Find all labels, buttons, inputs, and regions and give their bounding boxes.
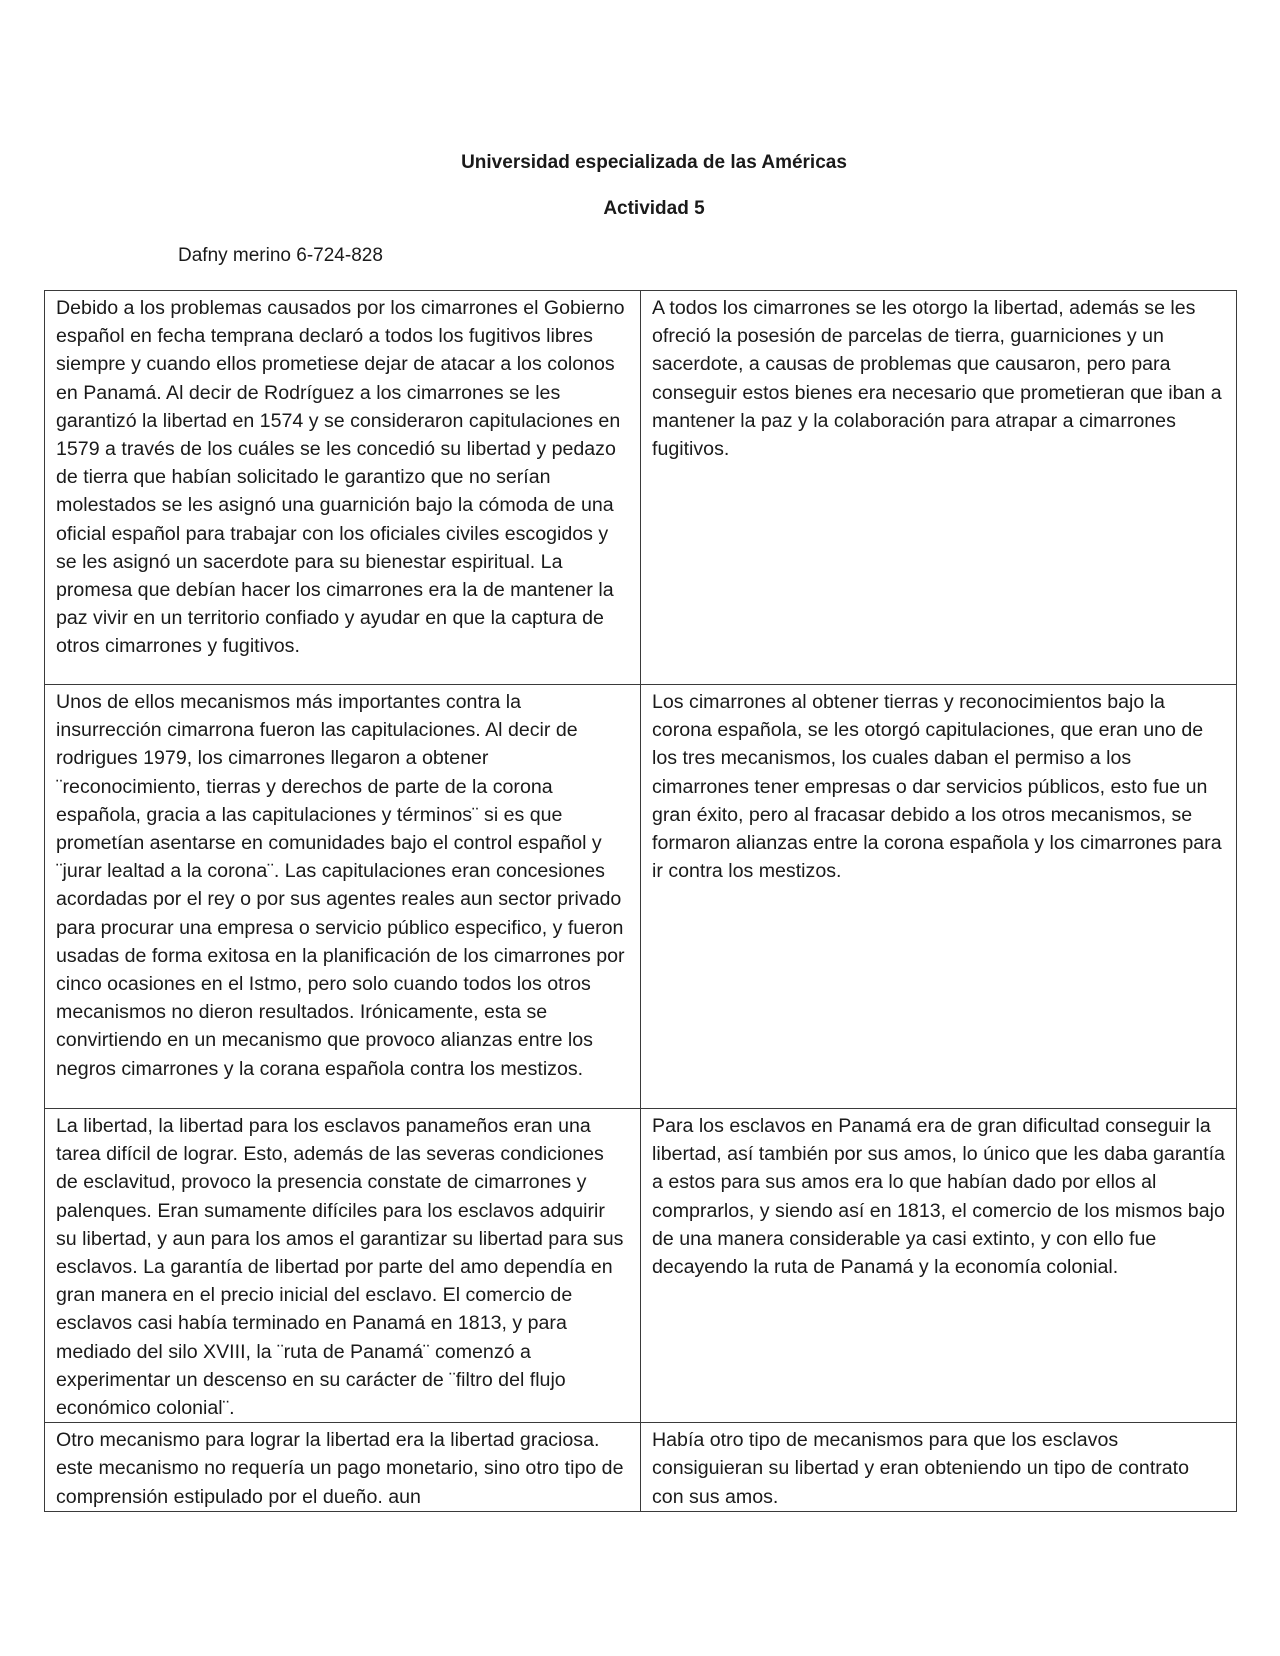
- comparison-table: [44, 290, 1237, 1512]
- table-row: [45, 1109, 1237, 1423]
- table-row: [45, 685, 1237, 1109]
- document-subtitle: Actividad 5: [603, 198, 705, 219]
- table-cell-left: Unos de ellos mecanismos más importantes contra la insurrección cimarrona fueron las capitulaciones. Al decir de rodrigues 1979, los cimarrones llegaron a obtener ¨reconocimiento, tierras y derechos de parte de la corona española, gracia a las capitulaciones y términos¨ si es que prometían asentarse en comunidades bajo el control español y ¨jurar lealtad a la corona¨. Las capitulaciones eran concesiones acordadas por el rey o por sus agentes reales aun sector privado para procurar una empresa o servicio público especifico, y fueron usadas de forma exitosa en la planificación de los cimarrones por cinco ocasiones en el Istmo, pero solo cuando todos los otros mecanismos no dieron resultados. Irónicamente, esta se convirtiendo en un mecanismo que provoco alianzas entre los negros cimarrones y la corana española contra los mestizos.: [45, 685, 641, 1109]
- table-row: [45, 1423, 1237, 1512]
- table-cell-left: La libertad, la libertad para los esclavos panameños eran una tarea difícil de lograr. Esto, además de las severas condiciones de esclavitud, provoco la presencia constate de cimarrones y palenques. Eran sumamente difíciles para los esclavos adquirir su libertad, y aun para los amos el garantizar su libertad para sus esclavos. La garantía de libertad por parte del amo dependía en gran manera en el precio inicial del esclavo. El comercio de esclavos casi había terminado en Panamá en 1813, y para mediado del silo XVIII, la ¨ruta de Panamá¨ comenzó a experimentar un descenso en su carácter de ¨filtro del flujo económico colonial¨.: [45, 1109, 641, 1423]
- table-cell-right: Había otro tipo de mecanismos para que los esclavos consiguieran su libertad y eran obteniendo un tipo de contrato con sus amos.: [641, 1423, 1237, 1512]
- table-cell-right: A todos los cimarrones se les otorgo la libertad, además se les ofreció la posesión de parcelas de tierra, guarniciones y un sacerdote, a causas de problemas que causaron, pero para conseguir estos bienes era necesario que prometieran que iban a mantener la paz y la colaboración para atrapar a cimarrones fugitivos.: [641, 291, 1237, 685]
- table-cell-left: Otro mecanismo para lograr la libertad era la libertad graciosa. este mecanismo no requería un pago monetario, sino otro tipo de comprensión estipulado por el dueño. aun: [45, 1423, 641, 1512]
- table-row: [45, 291, 1237, 685]
- author-line: Dafny merino 6-724-828: [178, 245, 383, 266]
- table-cell-right: Para los esclavos en Panamá era de gran dificultad conseguir la libertad, así también por sus amos, lo único que les daba garantía a estos para sus amos era lo que habían dado por ellos al comprarlos, y siendo así en 1813, el comercio de los mismos bajo de una manera considerable ya casi extinto, y con ello fue decayendo la ruta de Panamá y la economía colonial.: [641, 1109, 1237, 1423]
- table-cell-right: Los cimarrones al obtener tierras y reconocimientos bajo la corona española, se les otorgó capitulaciones, que eran uno de los tres mecanismos, los cuales daban el permiso a los cimarrones tener empresas o dar servicios públicos, esto fue un gran éxito, pero al fracasar debido a los otros mecanismos, se formaron alianzas entre la corona española y los cimarrones para ir contra los mestizos.: [641, 685, 1237, 1109]
- document-title: Universidad especializada de las Américas: [461, 152, 847, 173]
- table-cell-left: Debido a los problemas causados por los cimarrones el Gobierno español en fecha temprana declaró a todos los fugitivos libres siempre y cuando ellos prometiese dejar de atacar a los colonos en Panamá. Al decir de Rodríguez a los cimarrones se les garantizó la libertad en 1574 y se consideraron capitulaciones en 1579 a través de los cuáles se les concedió su libertad y pedazo de tierra que habían solicitado le garantizo que no serían molestados se les asignó una guarnición bajo la cómoda de una oficial español para trabajar con los oficiales civiles escogidos y se les asignó un sacerdote para su bienestar espiritual. La promesa que debían hacer los cimarrones era la de mantener la paz vivir en un territorio confiado y ayudar en que la captura de otros cimarrones y fugitivos.: [45, 291, 641, 685]
